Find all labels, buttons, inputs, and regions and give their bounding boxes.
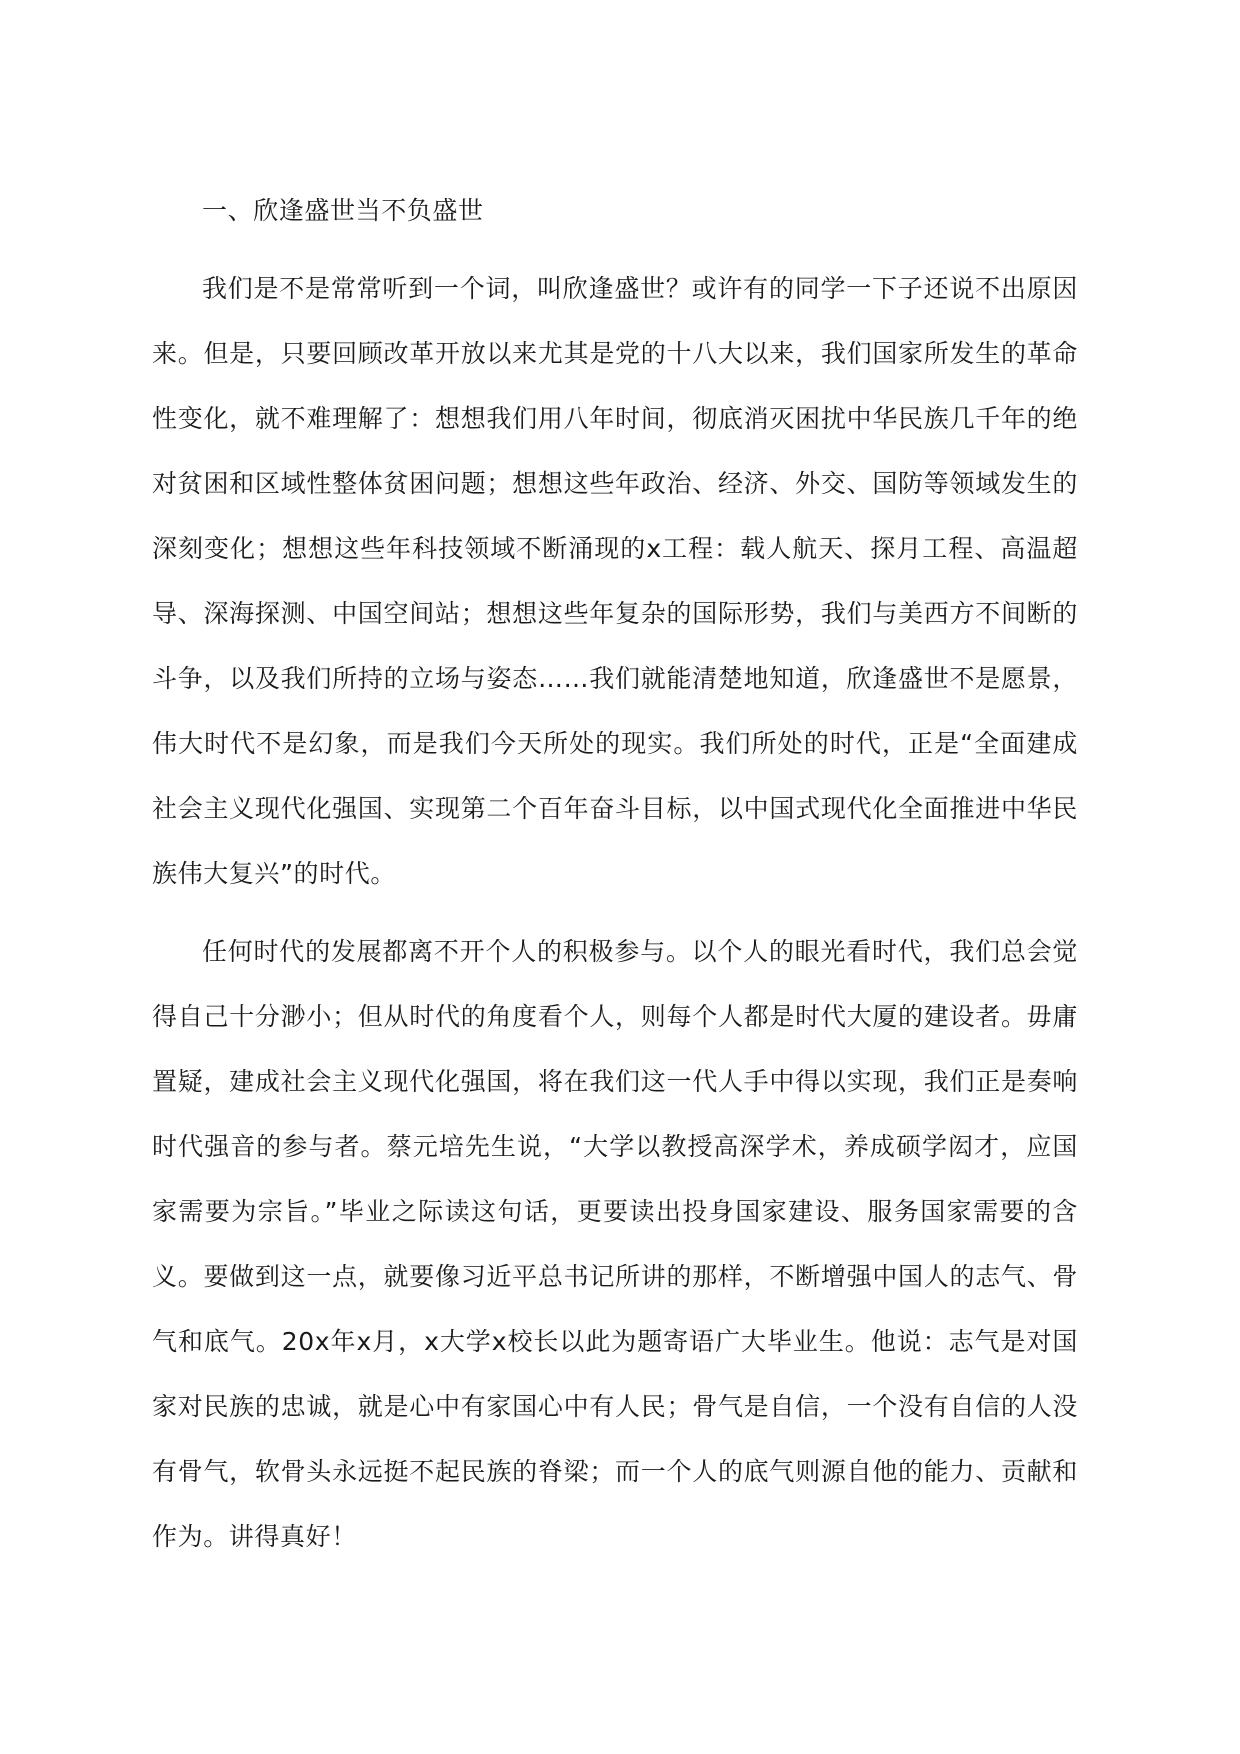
- paragraph-1: 我们是不是常常听到一个词，叫欣逢盛世？或许有的同学一下子还说不出原因来。但是，只要回顾改革开放以来尤其是党的十八大以来，我们国家所发生的革命性变化，就不难理解了：想想我们用八年时间，彻底消灭困扰中华民族几千年的绝对贫困和区域性整体贫困问题；想想这些年政治、经济、外交、国防等领域发生的深刻变化；想想这些年科技领域不断涌现的x工程：载人航天、探月工程、高温超导、深海探测、中国空间站；想想这些年复杂的国际形势，我们与美西方不间断的斗争，以及我们所持的立场与姿态……我们就能清楚地知道，欣逢盛世不是愿景，伟大时代不是幻象，而是我们今天所处的现实。我们所处的时代，正是“全面建成社会主义现代化强国、实现第二个百年奋斗目标，以中国式现代化全面推进中华民族伟大复兴”的时代。: [152, 274, 1078, 888]
- document-body: [152, 178, 1078, 1582]
- paragraph-2: 任何时代的发展都离不开个人的积极参与。以个人的眼光看时代，我们总会觉得自己十分渺小；但从时代的角度看个人，则每个人都是时代大厦的建设者。毋庸置疑，建成社会主义现代化强国，将在我们这一代人手中得以实现，我们正是奏响时代强音的参与者。蔡元培先生说，“大学以教授高深学术，养成硕学闳才，应国家需要为宗旨。”毕业之际读这句话，更要读出投身国家建设、服务国家需要的含义。要做到这一点，就要像习近平总书记所讲的那样，不断增强中国人的志气、骨气和底气。20x年x月，x大学x校长以此为题寄语广大毕业生。他说：志气是对国家对民族的忠诚，就是心中有家国心中有人民；骨气是自信，一个没有自信的人没有骨气，软骨头永远挺不起民族的脊梁；而一个人的底气则源自他的能力、贡献和作为。讲得真好！: [152, 937, 1078, 1551]
- section-heading: 一、欣逢盛世当不负盛世: [202, 196, 484, 225]
